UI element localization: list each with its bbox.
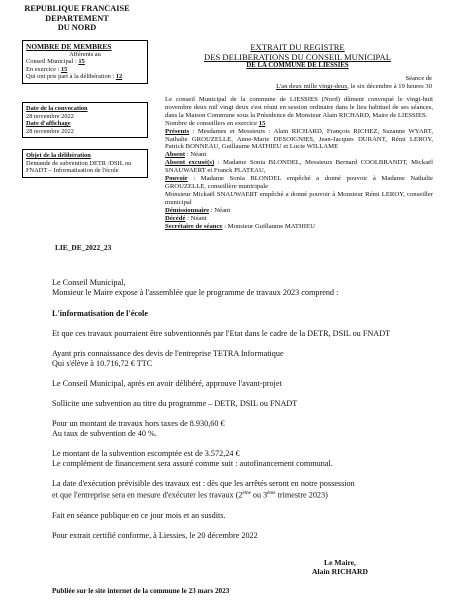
paragraph-8b: et que l'entreprise sera en mesure d'exécuter les travaux (2ème ou 3ème trimestre 2023) xyxy=(52,490,328,500)
paragraph-6a: Pour un montant de travaux hors taxes de 8.930,60 € xyxy=(52,419,225,428)
convocation-date: 28 novembre 2022 xyxy=(26,112,74,120)
convocation-title: Date de la convocation xyxy=(26,105,88,112)
paragraph-3b: Qui s'élève à 10.716,72 € TTC xyxy=(52,359,153,368)
object-title: Objet de la délibération xyxy=(26,152,91,159)
session-line xyxy=(170,75,432,91)
participated-value: 12 xyxy=(115,73,123,81)
left-header xyxy=(18,4,136,33)
paragraph-5: Sollicite une subvention au titre du programme – DETR, DSIL ou FNADT xyxy=(52,399,298,408)
extract-title-1: EXTRAIT DU REGISTRE xyxy=(250,42,345,52)
greeting: Le Conseil Municipal, xyxy=(52,278,126,287)
council-members-value: 15 xyxy=(78,58,85,66)
paragraph-3a: Ayant pris connaissance des devis de l'entreprise TETRA Informatique xyxy=(52,349,284,358)
secretary-line: Secrétaire de séance : Monsieur Guillaume MATHIEU xyxy=(165,222,315,230)
present-line: Présents : Mesdames et Messieurs : Alain RICHARD, François RICHEZ, Suzanne WYART, Nathalie GROUZELLE, Anne-Marie DESOIGNIES, Jean-Jacques DURANT, Rémi LEROY, Patrick BONNEAU, Guillaume MATHIEU et Lucie WILLAME xyxy=(165,127,433,151)
display-date: 28 novembre 2022 xyxy=(26,127,74,135)
signature-title: Le Maire, xyxy=(324,558,356,567)
excused-line: Absent excusé(s) : Madame Sonia BLONDEL, Messieurs Bernard COOLBRANDT, Mickaël SNAUWAERT et Franck PLATEAU, xyxy=(165,159,433,175)
publication-footer: Publiée sur le site internet de la commune le 23 mars 2023 xyxy=(52,587,230,595)
signature-name: Alain RICHARD xyxy=(312,567,368,577)
paragraph-6b: Au taux de subvention de 40 %. xyxy=(52,429,157,438)
dates-box xyxy=(22,102,148,138)
in-office-row: En exercice : 15 xyxy=(26,65,68,73)
paragraph-7b: Le complément de financement sera assuré comme suit : autofinancement communal. xyxy=(52,459,333,468)
council-members-row: Conseil Municipal : 15 xyxy=(26,58,85,66)
intro-paragraph: Le conseil Municipal de la commune de LIESSIES (Nord) dûment convoqué le vingt-huit novembre deux mil vingt deux s'est réuni en session ordinaire dans le lieu habituel de ses séances, dans la Maison Commune sous la Présidence de Monsieur Alain RICHARD, Maire de LIESSIES. xyxy=(165,96,433,119)
program-heading: L'informatisation de l'école xyxy=(52,309,148,318)
paragraph-8a: La date d'exécution prévisible des travaux est : dès que les arrêtés seront en notre possession xyxy=(52,479,355,488)
reference-number: LIE_DE_2022_23 xyxy=(55,243,112,252)
object-text: Demande de subvention DETR /DSIL ou FNADT – Informatisation de l'école xyxy=(26,159,132,175)
extract-title-2: DES DELIBERATIONS DU CONSEIL MUNICIPAL xyxy=(204,52,391,62)
paragraph-2: Et que ces travaux pourraient être subventionnés par l'Etat dans le cadre de la DETR, DSIL ou FNADT xyxy=(52,329,391,338)
council-details xyxy=(165,96,433,230)
participated-row: Qui ont pris part à la délibération : 12 xyxy=(26,73,123,81)
members-box-title: NOMBRE DE MEMBRES xyxy=(26,42,112,51)
members-box xyxy=(22,40,148,84)
members-count-value: 15 xyxy=(258,119,266,127)
paragraph-9: Fait en séance publique en ce jour mois et an susdits. xyxy=(52,510,226,520)
deceased-line: Décédé : Néant xyxy=(165,214,207,222)
session-year: L'an deux mille vingt-deux xyxy=(276,83,348,90)
department-label: DEPARTEMENT xyxy=(45,13,109,23)
proxy-line-2: Monsieur Mickaël SNAUWAERT empêché a donné pouvoir à Monsieur Rémi LEROY, conseiller municipal xyxy=(165,190,433,206)
signature-block xyxy=(290,558,390,577)
display-title: Date d'affichage xyxy=(26,120,71,128)
resigned-line: Démissionnaire : Néant xyxy=(165,206,231,214)
paragraph-4: Le Conseil Municipal, après en avoir délibéré, approuve l'avant-projet xyxy=(52,379,282,388)
extract-header xyxy=(165,42,430,70)
extract-title-3: DE LA COMMUNE DE LIESSIES xyxy=(246,62,349,69)
paragraph-7a: Le montant de la subvention escomptée est de 3.572,24 € xyxy=(52,449,240,458)
object-box xyxy=(22,149,148,178)
session-rest: , le six décembre à 19 heures 30 xyxy=(347,83,432,90)
session-prefix: Séance de xyxy=(405,75,432,82)
afferents-label: Afférents au xyxy=(69,50,101,58)
paragraph-10: Pour extrait certifié conforme, à Liessies, le 20 décembre 2022 xyxy=(52,530,258,540)
nord-label: DU NORD xyxy=(57,23,97,33)
absent-line: Absent : Néant xyxy=(165,151,207,159)
paragraph-1: Monsieur le Maire expose à l'assemblée que le programme de travaux 2023 comprend : xyxy=(52,288,339,297)
deliberation-body xyxy=(52,278,437,541)
in-office-value: 15 xyxy=(60,65,68,73)
members-count-line: Nombre de conseillers en exercice 15 xyxy=(165,119,266,127)
proxy-line: Pouvoir : Madame Sonia BLONDEL empêché a donné pouvoir à Madame Nathalie GROUZELLE, conseillère municipale xyxy=(165,175,433,190)
republic-label: REPUBLIQUE FRANCAISE xyxy=(24,4,130,13)
